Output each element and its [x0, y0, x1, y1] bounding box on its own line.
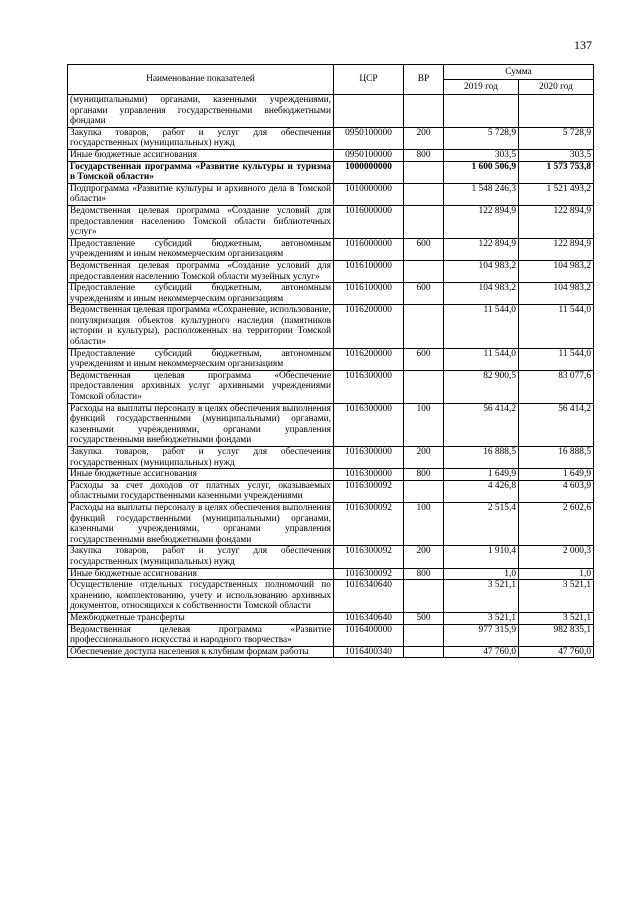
row-name: Ведомственная целевая программа «Создание условий для предоставления населению Томской области библиотечных услуг» — [68, 205, 334, 238]
row-sum-2020: 2 602,6 — [519, 502, 594, 545]
row-sum-2019: 11 544,0 — [444, 305, 519, 348]
table-row — [68, 305, 594, 348]
row-csr: 0950100000 — [334, 127, 404, 149]
row-sum-2019: 122 894,9 — [444, 205, 519, 238]
row-sum-2020: 2 000,3 — [519, 546, 594, 568]
row-vr: 600 — [404, 348, 444, 370]
row-csr: 1016300092 — [334, 480, 404, 502]
row-vr: 800 — [404, 568, 444, 580]
table-row — [68, 348, 594, 370]
row-sum-2019: 104 983,2 — [444, 260, 519, 282]
table-row — [68, 238, 594, 260]
row-sum-2019: 1 649,9 — [444, 469, 519, 481]
row-sum-2020: 303,5 — [519, 149, 594, 161]
row-sum-2019: 16 888,5 — [444, 447, 519, 469]
row-name: (муниципальными) органами, казенными учреждениями, органами управления государственными внебюджетными фондами — [68, 95, 334, 128]
row-name: Иные бюджетные ассигнования — [68, 568, 334, 580]
row-sum-2020: 1 521 493,2 — [519, 183, 594, 205]
row-vr: 600 — [404, 238, 444, 260]
table-row — [68, 260, 594, 282]
row-sum-2020: 83 077,6 — [519, 370, 594, 403]
row-sum-2019: 56 414,2 — [444, 403, 519, 446]
header-2019: 2019 год — [444, 80, 519, 95]
row-vr: 200 — [404, 546, 444, 568]
row-csr: 1016300000 — [334, 447, 404, 469]
row-csr: 1016300092 — [334, 546, 404, 568]
row-csr: 1016300000 — [334, 403, 404, 446]
row-name: Иные бюджетные ассигнования — [68, 149, 334, 161]
row-vr — [404, 480, 444, 502]
table-row — [68, 646, 594, 658]
header-name: Наименование показателей — [68, 65, 334, 95]
row-sum-2020: 11 544,0 — [519, 305, 594, 348]
row-sum-2019: 3 521,1 — [444, 580, 519, 613]
row-vr: 100 — [404, 502, 444, 545]
row-csr: 1016200000 — [334, 348, 404, 370]
row-vr — [404, 580, 444, 613]
table-row — [68, 447, 594, 469]
row-vr — [404, 183, 444, 205]
row-name: Межбюджетные трансферты — [68, 612, 334, 624]
row-sum-2020: 1 573 753,8 — [519, 161, 594, 183]
row-sum-2020: 104 983,2 — [519, 283, 594, 305]
row-vr: 600 — [404, 283, 444, 305]
row-vr — [404, 624, 444, 646]
table-row — [68, 370, 594, 403]
row-vr: 800 — [404, 149, 444, 161]
row-csr: 1016100000 — [334, 283, 404, 305]
row-sum-2019: 5 728,9 — [444, 127, 519, 149]
row-csr: 1016100000 — [334, 260, 404, 282]
page-number: 137 — [574, 38, 592, 52]
table-row — [68, 205, 594, 238]
row-sum-2019: 1 910,4 — [444, 546, 519, 568]
row-csr: 1016400340 — [334, 646, 404, 658]
table-row — [68, 403, 594, 446]
row-name: Предоставление субсидий бюджетным, автономным учреждениям и иным некоммерческим организациям — [68, 283, 334, 305]
row-csr: 1000000000 — [334, 161, 404, 183]
row-vr: 200 — [404, 127, 444, 149]
row-name: Ведомственная целевая программа «Обеспечение предоставления архивных услуг архивными учреждениями Томской области» — [68, 370, 334, 403]
row-csr: 1016000000 — [334, 238, 404, 260]
row-csr — [334, 95, 404, 128]
table-row — [68, 502, 594, 545]
row-name: Иные бюджетные ассигнования — [68, 469, 334, 481]
row-name: Ведомственная целевая программа «Развитие профессионального искусства и народного творчества» — [68, 624, 334, 646]
row-sum-2019: 47 760,0 — [444, 646, 519, 658]
row-name: Расходы на выплаты персоналу в целях обеспечения выполнения функций государственными (муниципальными) органами, казенными учреждениями, органами управления государственными внебюджетными фондами — [68, 502, 334, 545]
row-sum-2019: 1 600 506,9 — [444, 161, 519, 183]
row-sum-2019 — [444, 95, 519, 128]
row-csr: 1016400000 — [334, 624, 404, 646]
row-name: Ведомственная целевая программа «Сохранение, использование, популяризация объектов культурного наследия (памятников истории и культуры), расположенных на территории Томской области» — [68, 305, 334, 348]
row-sum-2019: 1,0 — [444, 568, 519, 580]
row-sum-2019: 2 515,4 — [444, 502, 519, 545]
table-row — [68, 568, 594, 580]
row-sum-2019: 11 544,0 — [444, 348, 519, 370]
table-row — [68, 580, 594, 613]
row-name: Закупка товаров, работ и услуг для обеспечения государственных (муниципальных) нужд — [68, 447, 334, 469]
row-name: Расходы на выплаты персоналу в целях обеспечения выполнения функций государственными (муниципальными) органами, казенными учреждениями, органами управления государственными внебюджетными фондами — [68, 403, 334, 446]
row-sum-2020: 4 603,9 — [519, 480, 594, 502]
row-sum-2019: 82 900,5 — [444, 370, 519, 403]
row-sum-2020: 16 888,5 — [519, 447, 594, 469]
table-row — [68, 480, 594, 502]
row-name: Предоставление субсидий бюджетным, автономным учреждениям и иным некоммерческим организациям — [68, 238, 334, 260]
row-csr: 1016340640 — [334, 580, 404, 613]
row-vr: 100 — [404, 403, 444, 446]
row-vr — [404, 646, 444, 658]
row-vr — [404, 260, 444, 282]
budget-table — [67, 64, 594, 658]
row-name: Государственная программа «Развитие культуры и туризма в Томской области» — [68, 161, 334, 183]
row-vr — [404, 95, 444, 128]
table-row — [68, 95, 594, 128]
row-name: Ведомственная целевая программа «Создание условий для предоставления населению Томской области музейных услуг» — [68, 260, 334, 282]
row-sum-2020 — [519, 95, 594, 128]
row-vr — [404, 370, 444, 403]
table-row — [68, 127, 594, 149]
row-name: Закупка товаров, работ и услуг для обеспечения государственных (муниципальных) нужд — [68, 546, 334, 568]
row-csr: 1016000000 — [334, 205, 404, 238]
row-name: Закупка товаров, работ и услуг для обеспечения государственных (муниципальных) нужд — [68, 127, 334, 149]
row-sum-2020: 982 835,1 — [519, 624, 594, 646]
row-csr: 1016200000 — [334, 305, 404, 348]
row-sum-2020: 3 521,1 — [519, 612, 594, 624]
row-sum-2020: 122 894,9 — [519, 238, 594, 260]
table-row — [68, 183, 594, 205]
row-sum-2019: 1 548 246,3 — [444, 183, 519, 205]
row-csr: 1016300092 — [334, 502, 404, 545]
row-sum-2019: 104 983,2 — [444, 283, 519, 305]
row-sum-2020: 1 649,9 — [519, 469, 594, 481]
row-name: Предоставление субсидий бюджетным, автономным учреждениям и иным некоммерческим организациям — [68, 348, 334, 370]
row-sum-2020: 122 894,9 — [519, 205, 594, 238]
row-csr: 1016340640 — [334, 612, 404, 624]
table-row — [68, 161, 594, 183]
row-name: Подпрограмма «Развитие культуры и архивного дела в Томской области» — [68, 183, 334, 205]
row-sum-2019: 977 315,9 — [444, 624, 519, 646]
row-sum-2019: 3 521,1 — [444, 612, 519, 624]
row-vr: 200 — [404, 447, 444, 469]
header-csr: ЦСР — [334, 65, 404, 95]
row-csr: 1016300000 — [334, 370, 404, 403]
row-csr: 1010000000 — [334, 183, 404, 205]
row-name: Осуществление отдельных государственных полномочий по хранению, комплектованию, учету и использованию архивных документов, относящихся к собственности Томской области — [68, 580, 334, 613]
row-vr — [404, 205, 444, 238]
row-sum-2019: 122 894,9 — [444, 238, 519, 260]
header-vr: ВР — [404, 65, 444, 95]
row-name: Расходы за счет доходов от платных услуг, оказываемых областными государственными казенными учреждениями — [68, 480, 334, 502]
table-row — [68, 546, 594, 568]
row-sum-2019: 4 426,8 — [444, 480, 519, 502]
table-body — [68, 95, 594, 658]
row-csr: 0950100000 — [334, 149, 404, 161]
table-row — [68, 624, 594, 646]
table-row — [68, 149, 594, 161]
row-csr: 1016300000 — [334, 469, 404, 481]
header-sum: Сумма — [444, 65, 594, 80]
row-sum-2020: 56 414,2 — [519, 403, 594, 446]
row-csr: 1016300092 — [334, 568, 404, 580]
row-sum-2020: 3 521,1 — [519, 580, 594, 613]
header-2020: 2020 год — [519, 80, 594, 95]
row-sum-2019: 303,5 — [444, 149, 519, 161]
row-vr: 500 — [404, 612, 444, 624]
row-sum-2020: 104 983,2 — [519, 260, 594, 282]
row-sum-2020: 1,0 — [519, 568, 594, 580]
row-vr: 800 — [404, 469, 444, 481]
row-name: Обеспечение доступа населения к клубным формам работы — [68, 646, 334, 658]
row-sum-2020: 5 728,9 — [519, 127, 594, 149]
table-row — [68, 612, 594, 624]
row-vr — [404, 161, 444, 183]
row-sum-2020: 47 760,0 — [519, 646, 594, 658]
row-sum-2020: 11 544,0 — [519, 348, 594, 370]
table-row — [68, 283, 594, 305]
row-vr — [404, 305, 444, 348]
table-row — [68, 469, 594, 481]
